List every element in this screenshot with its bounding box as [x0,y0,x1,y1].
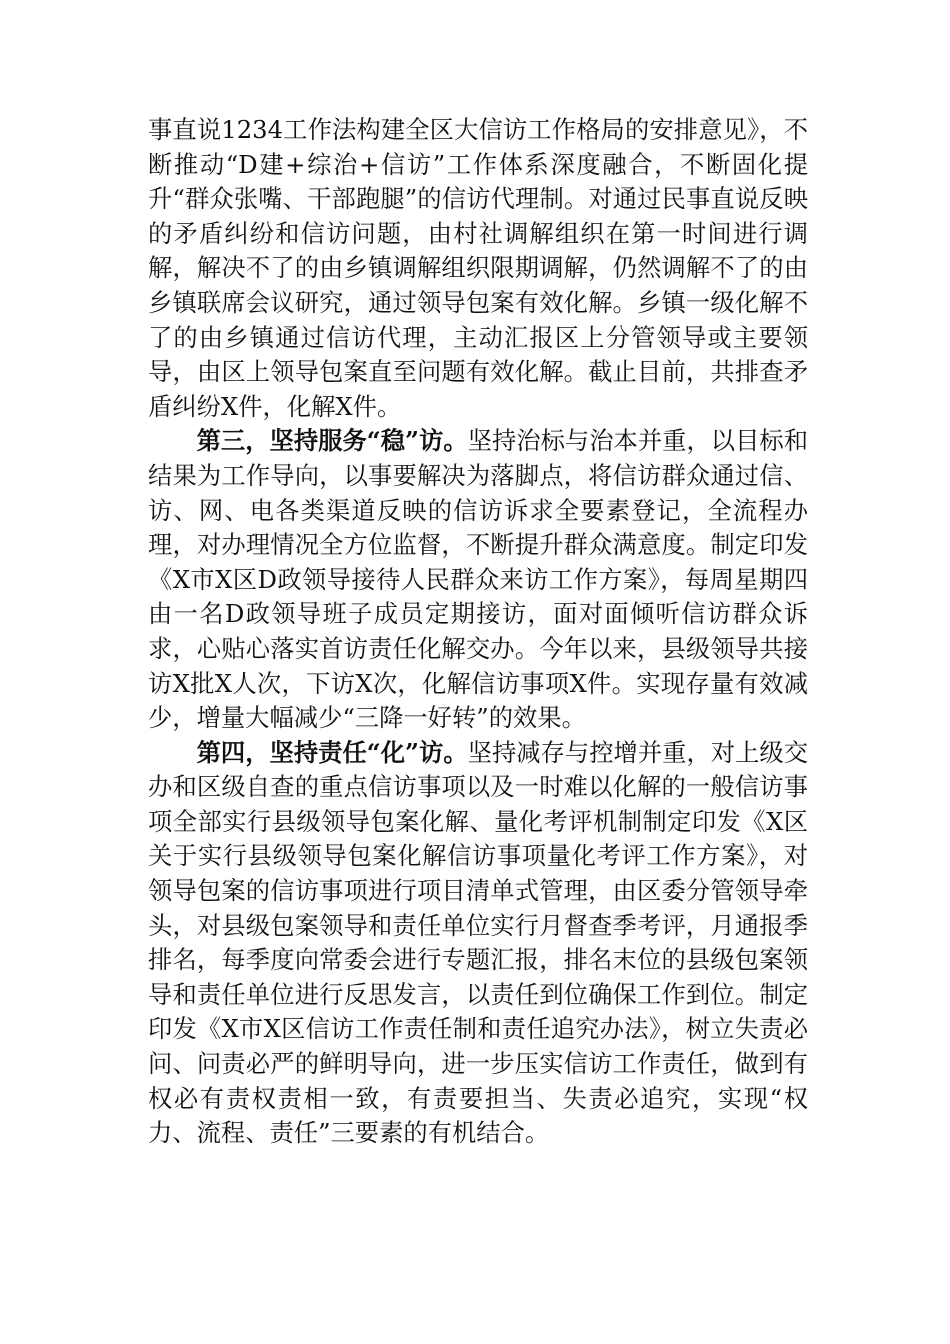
paragraph-section-four [148,736,808,1151]
paragraph-section-three [148,424,808,735]
section-heading: 第四，坚持责任“化”访。 [196,737,468,767]
document-page [148,113,808,1151]
paragraph-continuation [148,113,808,424]
paragraph-body: 坚持减存与控增并重，对上级交办和区级自查的重点信访事项以及一时难以化解的一般信访事项全部实行县级领导包案化解、量化考评机制制定印发《X区关于实行县级领导包案化解信访事项量化考评工作方案》，对领导包案的信访事项进行项目清单式管理，由区委分管领导牵头，对县级包案领导和责任单位实行月督查季考评，月通报季排名，每季度向常委会进行专题汇报，排名末位的县级包案领导和责任单位进行反思发言，以责任到位确保工作到位。制定印发《X市X区信访工作责任制和责任追究办法》，树立失责必问、问责必严的鲜明导向，进一步压实信访工作责任，做到有权必有责权责相一致，有责要担当、失责必追究，实现“权力、流程、责任”三要素的有机结合。 [148,737,808,1148]
paragraph-body: 事直说1234工作法构建全区大信访工作格局的安排意见》，不断推动“D建+综治+信访”工作体系深度融合，不断固化提升“群众张嘴、干部跑腿”的信访代理制。对通过民事直说反映的矛盾纠纷和信访问题，由村社调解组织在第一时间进行调解，解决不了的由乡镇调解组织限期调解，仍然调解不了的由乡镇联席会议研究，通过领导包案有效化解。乡镇一级化解不了的由乡镇通过信访代理，主动汇报区上分管领导或主要领导，由区上领导包案直至问题有效化解。截止目前，共排查矛盾纠纷X件，化解X件。 [148,115,808,421]
section-heading: 第三，坚持服务“稳”访。 [196,426,468,456]
paragraph-body: 坚持治标与治本并重，以目标和结果为工作导向，以事要解决为落脚点，将信访群众通过信、访、网、电各类渠道反映的信访诉求全要素登记，全流程办理，对办理情况全方位监督，不断提升群众满意度。制定印发《X市X区D政领导接待人民群众来访工作方案》，每周星期四由一名D政领导班子成员定期接访，面对面倾听信访群众诉求，心贴心落实首访责任化解交办。今年以来，县级领导共接访X批X人次，下访X次，化解信访事项X件。实现存量有效减少，增量大幅减少“三降一好转”的效果。 [148,426,808,733]
